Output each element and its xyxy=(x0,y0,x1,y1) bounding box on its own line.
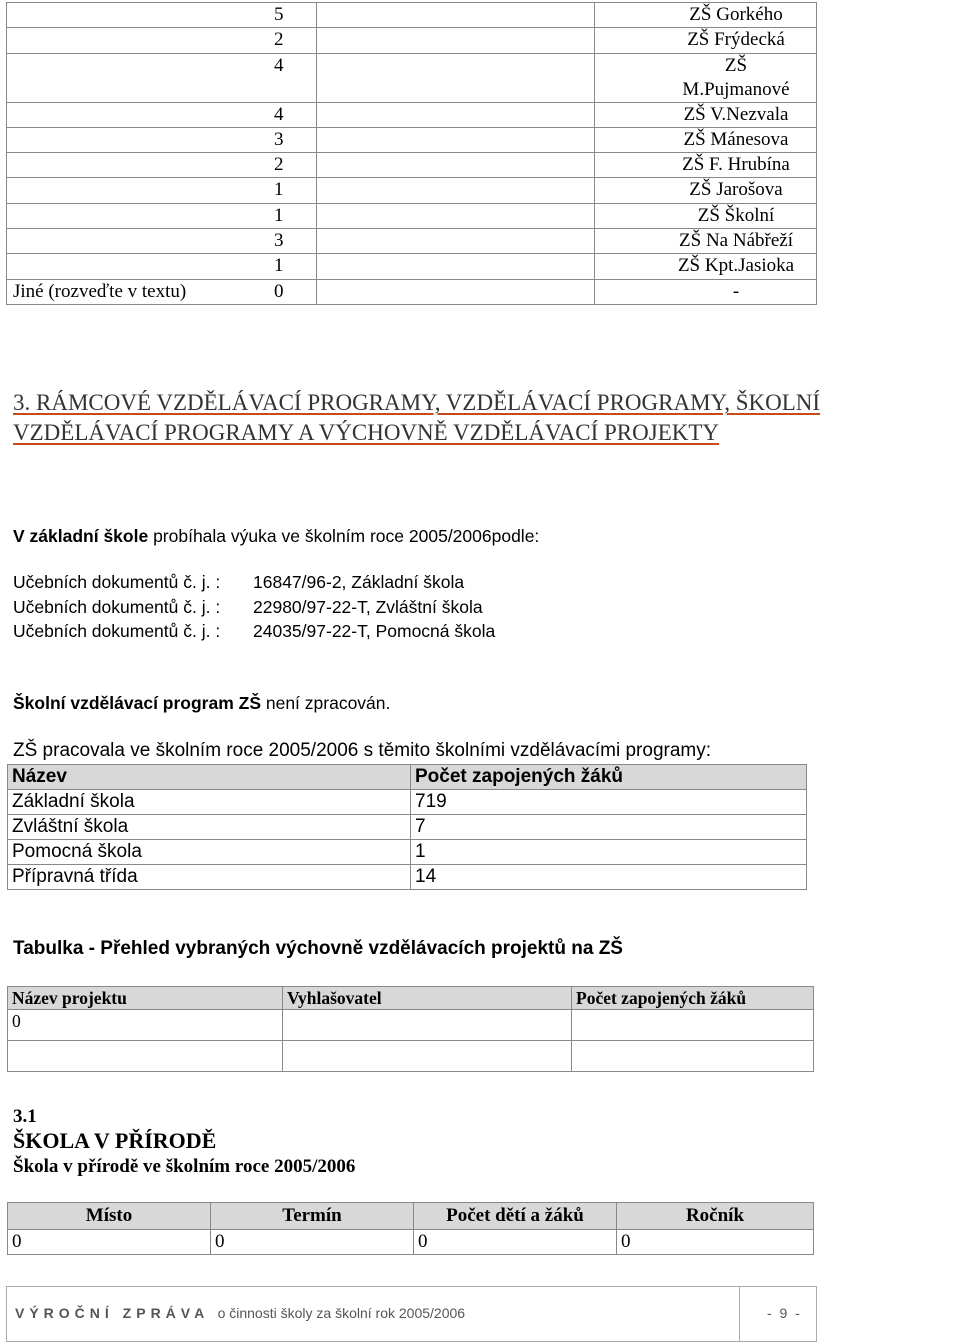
school-cell xyxy=(595,254,817,279)
nature-header-grade: Ročník xyxy=(617,1203,814,1230)
school-name: ZŠ Školní xyxy=(697,204,775,226)
programs-intro: ZŠ pracovala ve školním roce 2005/2006 s těmito školními vzdělávacími programy: xyxy=(13,740,712,761)
school-name: ZŠ Gorkého xyxy=(689,4,783,25)
school-cell xyxy=(595,3,817,28)
row-label-cell xyxy=(7,279,317,304)
school-intro-rest: probíhala výuka ve školním roce 2005/2006podle: xyxy=(148,526,540,546)
row-label-cell xyxy=(7,229,317,254)
school-name: ZŠ V.Nezvala xyxy=(683,103,789,125)
programs-header-name: Název xyxy=(8,765,411,790)
footer-title xyxy=(15,1305,465,1321)
table-row xyxy=(7,28,817,53)
section-subtitle: Škola v přírodě ve školním roce 2005/2006 xyxy=(13,1156,356,1177)
nature-count: 0 xyxy=(414,1230,617,1255)
curriculum-row xyxy=(13,595,495,620)
school-cell xyxy=(595,279,817,304)
project-name: 0 xyxy=(8,1010,283,1041)
row-label-cell xyxy=(7,53,317,102)
schools-table xyxy=(6,2,817,305)
pupil-count: 2 xyxy=(274,29,284,51)
footer-divider xyxy=(739,1287,740,1341)
row-label-cell xyxy=(7,153,317,178)
school-cell xyxy=(595,203,817,228)
empty-cell xyxy=(317,178,595,203)
page-footer xyxy=(6,1286,817,1342)
school-cell xyxy=(595,127,817,152)
table-row xyxy=(7,178,817,203)
empty-cell xyxy=(317,102,595,127)
row-label-cell xyxy=(7,178,317,203)
school-cell xyxy=(595,53,817,102)
curriculum-label: Učebních dokumentů č. j. : xyxy=(13,596,221,617)
project-announcer xyxy=(283,1010,572,1041)
row-label-cell xyxy=(7,102,317,127)
projects-table-title: Tabulka - Přehled vybraných výchovně vzdělávacích projektů na ZŠ xyxy=(13,938,623,959)
program-count: 1 xyxy=(411,840,807,865)
projects-table xyxy=(7,986,814,1072)
projects-header-row xyxy=(8,987,814,1010)
nature-grade: 0 xyxy=(617,1230,814,1255)
section-title: ŠKOLA V PŘÍRODĚ xyxy=(13,1128,217,1153)
projects-header-name: Název projektu xyxy=(8,987,283,1010)
curricula-list xyxy=(13,570,495,644)
curriculum-value: 24035/97-22-T, Pomocná škola xyxy=(253,621,496,642)
project-announcer xyxy=(283,1041,572,1072)
school-cell xyxy=(595,153,817,178)
pupil-count: 4 xyxy=(274,54,284,76)
nature-header-count: Počet dětí a žáků xyxy=(414,1203,617,1230)
empty-cell xyxy=(317,3,595,28)
pupil-count: 1 xyxy=(274,179,284,201)
empty-cell xyxy=(317,203,595,228)
curriculum-row xyxy=(13,570,495,595)
program-name: Pomocná škola xyxy=(8,840,411,865)
curriculum-row xyxy=(13,619,495,644)
program-count: 14 xyxy=(411,865,807,890)
nature-school-table xyxy=(7,1202,814,1255)
project-name xyxy=(8,1041,283,1072)
svp-note-bold: Školní vzdělávací program ZŠ xyxy=(13,693,261,713)
table-row xyxy=(7,102,817,127)
row-label-cell xyxy=(7,203,317,228)
footer-title-spaced: VÝROČNÍ ZPRÁVA xyxy=(15,1305,209,1321)
svp-note xyxy=(13,691,390,715)
table-row xyxy=(7,203,817,228)
empty-cell xyxy=(317,127,595,152)
table-row xyxy=(7,254,817,279)
school-cell xyxy=(595,28,817,53)
pupil-count: 3 xyxy=(274,230,284,252)
table-row xyxy=(8,790,807,815)
projects-header-announcer: Vyhlašovatel xyxy=(283,987,572,1010)
empty-cell xyxy=(317,254,595,279)
row-label: Jiné (rozveďte v textu) xyxy=(13,280,187,302)
table-row xyxy=(8,815,807,840)
curriculum-value: 22980/97-22-T, Zvláštní škola xyxy=(253,596,483,617)
curriculum-value: 16847/96-2, Základní škola xyxy=(253,572,465,592)
school-name: ZŠ Mánesova xyxy=(683,128,789,150)
empty-cell xyxy=(317,153,595,178)
table-row xyxy=(7,229,817,254)
row-label-cell xyxy=(7,127,317,152)
nature-term: 0 xyxy=(211,1230,414,1255)
section-number: 3.1 xyxy=(13,1106,37,1127)
pupil-count: 3 xyxy=(274,128,284,150)
nature-header-term: Termín xyxy=(211,1203,414,1230)
table-row xyxy=(8,840,807,865)
empty-cell xyxy=(317,279,595,304)
school-name: ZŠ Kpt.Jasioka xyxy=(677,255,795,277)
program-count: 7 xyxy=(411,815,807,840)
school-name: ZŠ Frýdecká xyxy=(687,29,785,51)
program-name: Základní škola xyxy=(8,790,411,815)
program-count: 719 xyxy=(411,790,807,815)
table-row xyxy=(8,1010,814,1041)
row-label-cell xyxy=(7,3,317,28)
empty-cell xyxy=(317,28,595,53)
program-name: Zvláštní škola xyxy=(8,815,411,840)
table-row xyxy=(8,865,807,890)
curriculum-label: Učebních dokumentů č. j. : xyxy=(13,572,221,592)
programs-header-count: Počet zapojených žáků xyxy=(411,765,807,790)
table-row xyxy=(8,1041,814,1072)
footer-title-rest: o činnosti školy za školní rok 2005/2006 xyxy=(217,1305,466,1321)
table-row xyxy=(7,53,817,102)
school-name: ZŠ M.Pujmanové xyxy=(682,54,790,100)
empty-cell xyxy=(317,229,595,254)
row-label-cell xyxy=(7,28,317,53)
school-cell xyxy=(595,178,817,203)
row-label-cell xyxy=(7,254,317,279)
program-name: Přípravná třída xyxy=(8,865,411,890)
table-row xyxy=(8,1230,814,1255)
school-name: - xyxy=(732,280,740,302)
svp-note-rest: není zpracován. xyxy=(261,693,391,713)
curriculum-label: Učebních dokumentů č. j. : xyxy=(13,621,221,642)
school-name: ZŠ Na Nábřeží xyxy=(679,230,793,252)
table-row xyxy=(7,127,817,152)
project-count xyxy=(572,1041,814,1072)
school-name: ZŠ Jarošova xyxy=(689,179,783,201)
pupil-count: 5 xyxy=(274,4,284,25)
school-cell xyxy=(595,102,817,127)
table-row xyxy=(7,279,817,304)
nature-header-row xyxy=(8,1203,814,1230)
nature-place: 0 xyxy=(8,1230,211,1255)
section-heading: 3. RÁMCOVÉ VZDĚLÁVACÍ PROGRAMY, VZDĚLÁVACÍ PROGRAMY, ŠKOLNÍ VZDĚLÁVACÍ PROGRAMY A VÝCHOVNĚ VZDĚLÁVACÍ PROJEKTY xyxy=(13,390,821,445)
empty-cell xyxy=(317,53,595,102)
school-intro xyxy=(13,524,539,548)
pupil-count: 1 xyxy=(274,255,284,277)
projects-header-count: Počet zapojených žáků xyxy=(572,987,814,1010)
school-name: ZŠ F. Hrubína xyxy=(682,154,790,176)
project-count xyxy=(572,1010,814,1041)
nature-header-place: Místo xyxy=(8,1203,211,1230)
school-intro-bold: V základní škole xyxy=(13,526,149,546)
pupil-count: 0 xyxy=(274,280,284,302)
pupil-count: 4 xyxy=(274,103,284,125)
school-cell xyxy=(595,229,817,254)
programs-header-row xyxy=(8,765,807,790)
table-row xyxy=(7,153,817,178)
table-row xyxy=(7,3,817,28)
programs-table xyxy=(7,764,807,890)
page-number: - 9 - xyxy=(767,1305,802,1321)
pupil-count: 1 xyxy=(274,204,284,226)
pupil-count: 2 xyxy=(274,154,284,176)
